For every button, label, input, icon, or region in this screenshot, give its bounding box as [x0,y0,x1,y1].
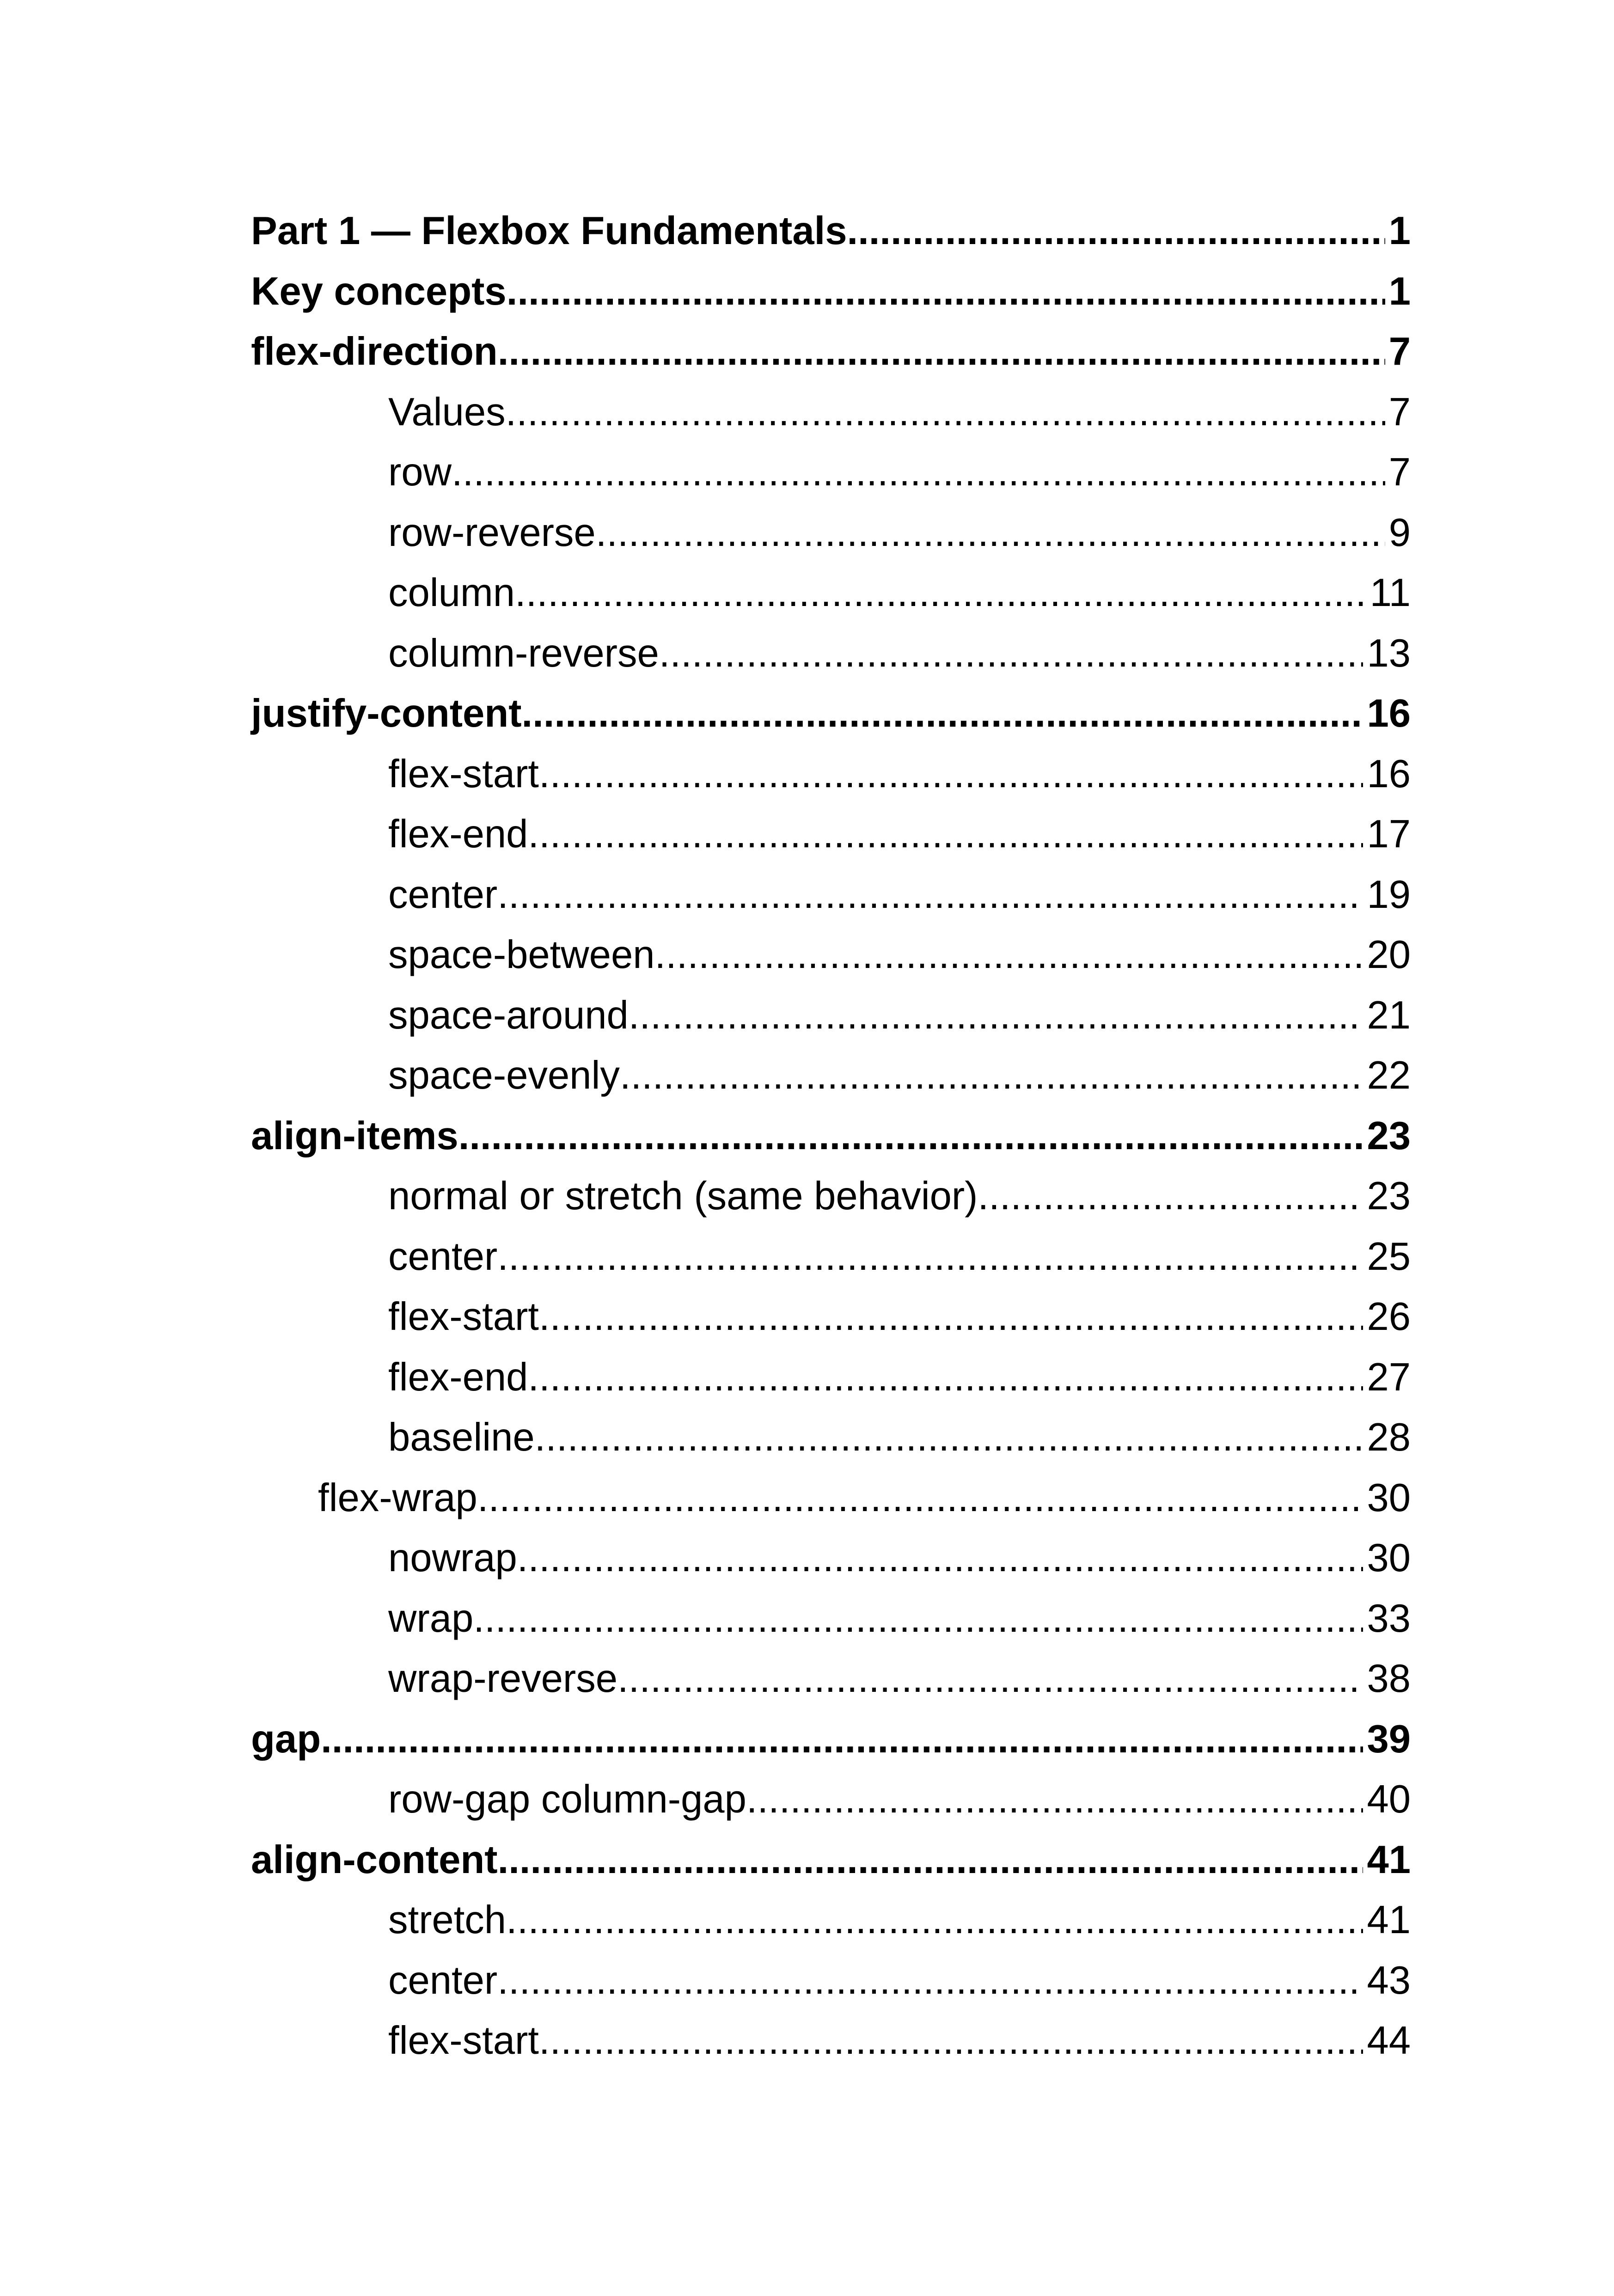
dot-leader [452,442,1385,503]
toc-entry[interactable] [251,201,1411,262]
toc-entry[interactable] [251,1830,1411,1891]
dot-leader [321,1709,1363,1770]
toc-entry-title: wrap-reverse [388,1657,617,1701]
dot-leader [655,925,1363,986]
toc-entry-title: flex-direction [251,330,498,373]
toc-entry-page-number: 22 [1367,1053,1411,1097]
dot-leader [507,262,1385,322]
dot-leader [629,986,1363,1046]
toc-entry-title: row-gap column-gap [388,1777,746,1821]
dot-leader [539,744,1363,805]
toc-entry[interactable] [251,804,1411,865]
toc-entry-page-number: 7 [1388,450,1411,494]
dot-leader [498,1830,1363,1891]
toc-entry-page-number: 30 [1367,1536,1411,1580]
dot-leader [515,563,1366,624]
dot-leader [847,201,1385,262]
toc-entry[interactable] [251,1106,1411,1167]
toc-entry-page-number: 23 [1367,1114,1411,1158]
toc-entry[interactable] [251,1589,1411,1649]
dot-leader [522,684,1363,744]
toc-entry-page-number: 13 [1367,631,1411,675]
toc-entry-page-number: 7 [1388,390,1411,434]
toc-entry[interactable] [251,1166,1411,1227]
toc-entry[interactable] [251,1347,1411,1408]
dot-leader [506,382,1385,443]
toc-entry-title: Key concepts [251,269,507,313]
toc-entry[interactable] [251,1951,1411,2011]
dot-leader [497,865,1363,925]
toc-entry-title: Values [388,390,506,434]
toc-entry-page-number: 17 [1367,812,1411,856]
toc-entry-title: column [388,571,515,615]
toc-entry[interactable] [251,442,1411,503]
toc-entry[interactable] [251,503,1411,563]
toc-entry[interactable] [251,925,1411,986]
dot-leader [535,1408,1363,1468]
toc-entry[interactable] [251,1890,1411,1951]
dot-leader [497,1951,1363,2011]
toc-entry[interactable] [251,382,1411,443]
toc-entry-title: Part 1 — Flexbox Fundamentals [251,209,847,253]
toc-entry[interactable] [251,684,1411,744]
toc-entry-title: normal or stretch (same behavior) [388,1174,978,1218]
dot-leader [620,1046,1363,1106]
toc-entry-title: space-around [388,993,629,1037]
toc-entry-page-number: 41 [1367,1837,1411,1882]
toc-entry[interactable] [251,865,1411,925]
toc-entry[interactable] [251,1046,1411,1106]
toc-entry-page-number: 9 [1388,510,1411,555]
toc-entry-page-number: 19 [1367,872,1411,917]
dot-leader [498,322,1385,382]
toc-entry-page-number: 28 [1367,1415,1411,1459]
toc-entry-title: align-items [251,1114,459,1158]
toc-entry-page-number: 21 [1367,993,1411,1037]
toc-entry[interactable] [251,744,1411,805]
toc-entry-page-number: 30 [1367,1476,1411,1520]
toc-entry[interactable] [251,624,1411,684]
toc-entry[interactable] [251,1649,1411,1709]
toc-entry[interactable] [251,1769,1411,1830]
toc-entry-page-number: 25 [1367,1234,1411,1279]
toc-entry[interactable] [251,1528,1411,1589]
toc-entry-title: flex-start [388,752,539,796]
toc-entry[interactable] [251,322,1411,382]
toc-entry[interactable] [251,1709,1411,1770]
toc-entry[interactable] [251,1287,1411,1347]
toc-entry-page-number: 27 [1367,1355,1411,1399]
toc-entry-title: gap [251,1717,321,1761]
toc-entry-title: flex-end [388,812,528,856]
toc-entry-page-number: 26 [1367,1295,1411,1339]
toc-entry-title: align-content [251,1837,498,1882]
toc-entry-page-number: 16 [1367,692,1411,735]
toc-entry[interactable] [251,563,1411,624]
toc-entry[interactable] [251,1408,1411,1468]
toc-entry-page-number: 44 [1367,2019,1411,2063]
dot-leader [617,1649,1363,1709]
toc-entry[interactable] [251,262,1411,322]
toc-entry-page-number: 41 [1367,1898,1411,1942]
dot-leader [477,1468,1363,1529]
toc-entry-page-number: 23 [1367,1174,1411,1218]
dot-leader [459,1106,1363,1167]
toc-entry-title: stretch [388,1898,507,1942]
toc-entry-title: row-reverse [388,510,596,555]
toc-entry[interactable] [251,2011,1411,2071]
toc-entry[interactable] [251,1468,1411,1529]
toc-entry-page-number: 39 [1367,1717,1411,1761]
dot-leader [746,1769,1363,1830]
dot-leader [539,1287,1363,1347]
dot-leader [528,804,1363,865]
toc-entry-title: center [388,1958,498,2002]
toc-entry-page-number: 33 [1367,1596,1411,1641]
toc-entry-page-number: 38 [1367,1657,1411,1701]
toc-entry[interactable] [251,1227,1411,1287]
toc-entry-title: space-evenly [388,1053,620,1097]
toc-entry-title: space-between [388,933,655,977]
dot-leader [517,1528,1363,1589]
toc-entry-page-number: 40 [1367,1777,1411,1821]
toc-entry-title: justify-content [251,692,522,735]
toc-entry-title: nowrap [388,1536,517,1580]
toc-entry-title: center [388,872,498,917]
toc-entry-page-number: 7 [1388,330,1411,373]
dot-leader [473,1589,1363,1649]
toc-entry-title: column-reverse [388,631,659,675]
toc-entry[interactable] [251,986,1411,1046]
dot-leader [539,2011,1363,2071]
toc-entry-title: flex-wrap [318,1476,477,1520]
dot-leader [659,624,1363,684]
toc-entry-page-number: 1 [1388,269,1411,313]
dot-leader [506,1890,1363,1951]
toc-entry-title: row [388,450,452,494]
table-of-contents [251,201,1411,2071]
dot-leader [497,1227,1363,1287]
toc-entry-title: baseline [388,1415,535,1459]
toc-entry-page-number: 20 [1367,933,1411,977]
toc-entry-title: wrap [388,1596,474,1641]
toc-entry-page-number: 1 [1388,209,1411,253]
toc-entry-title: flex-start [388,2019,539,2063]
toc-entry-page-number: 11 [1369,571,1411,615]
toc-entry-page-number: 43 [1367,1958,1411,2002]
toc-entry-title: flex-start [388,1295,539,1339]
dot-leader [528,1347,1363,1408]
toc-entry-page-number: 16 [1367,752,1411,796]
toc-entry-title: flex-end [388,1355,528,1399]
toc-entry-title: center [388,1234,498,1279]
dot-leader [978,1166,1363,1227]
dot-leader [596,503,1385,563]
